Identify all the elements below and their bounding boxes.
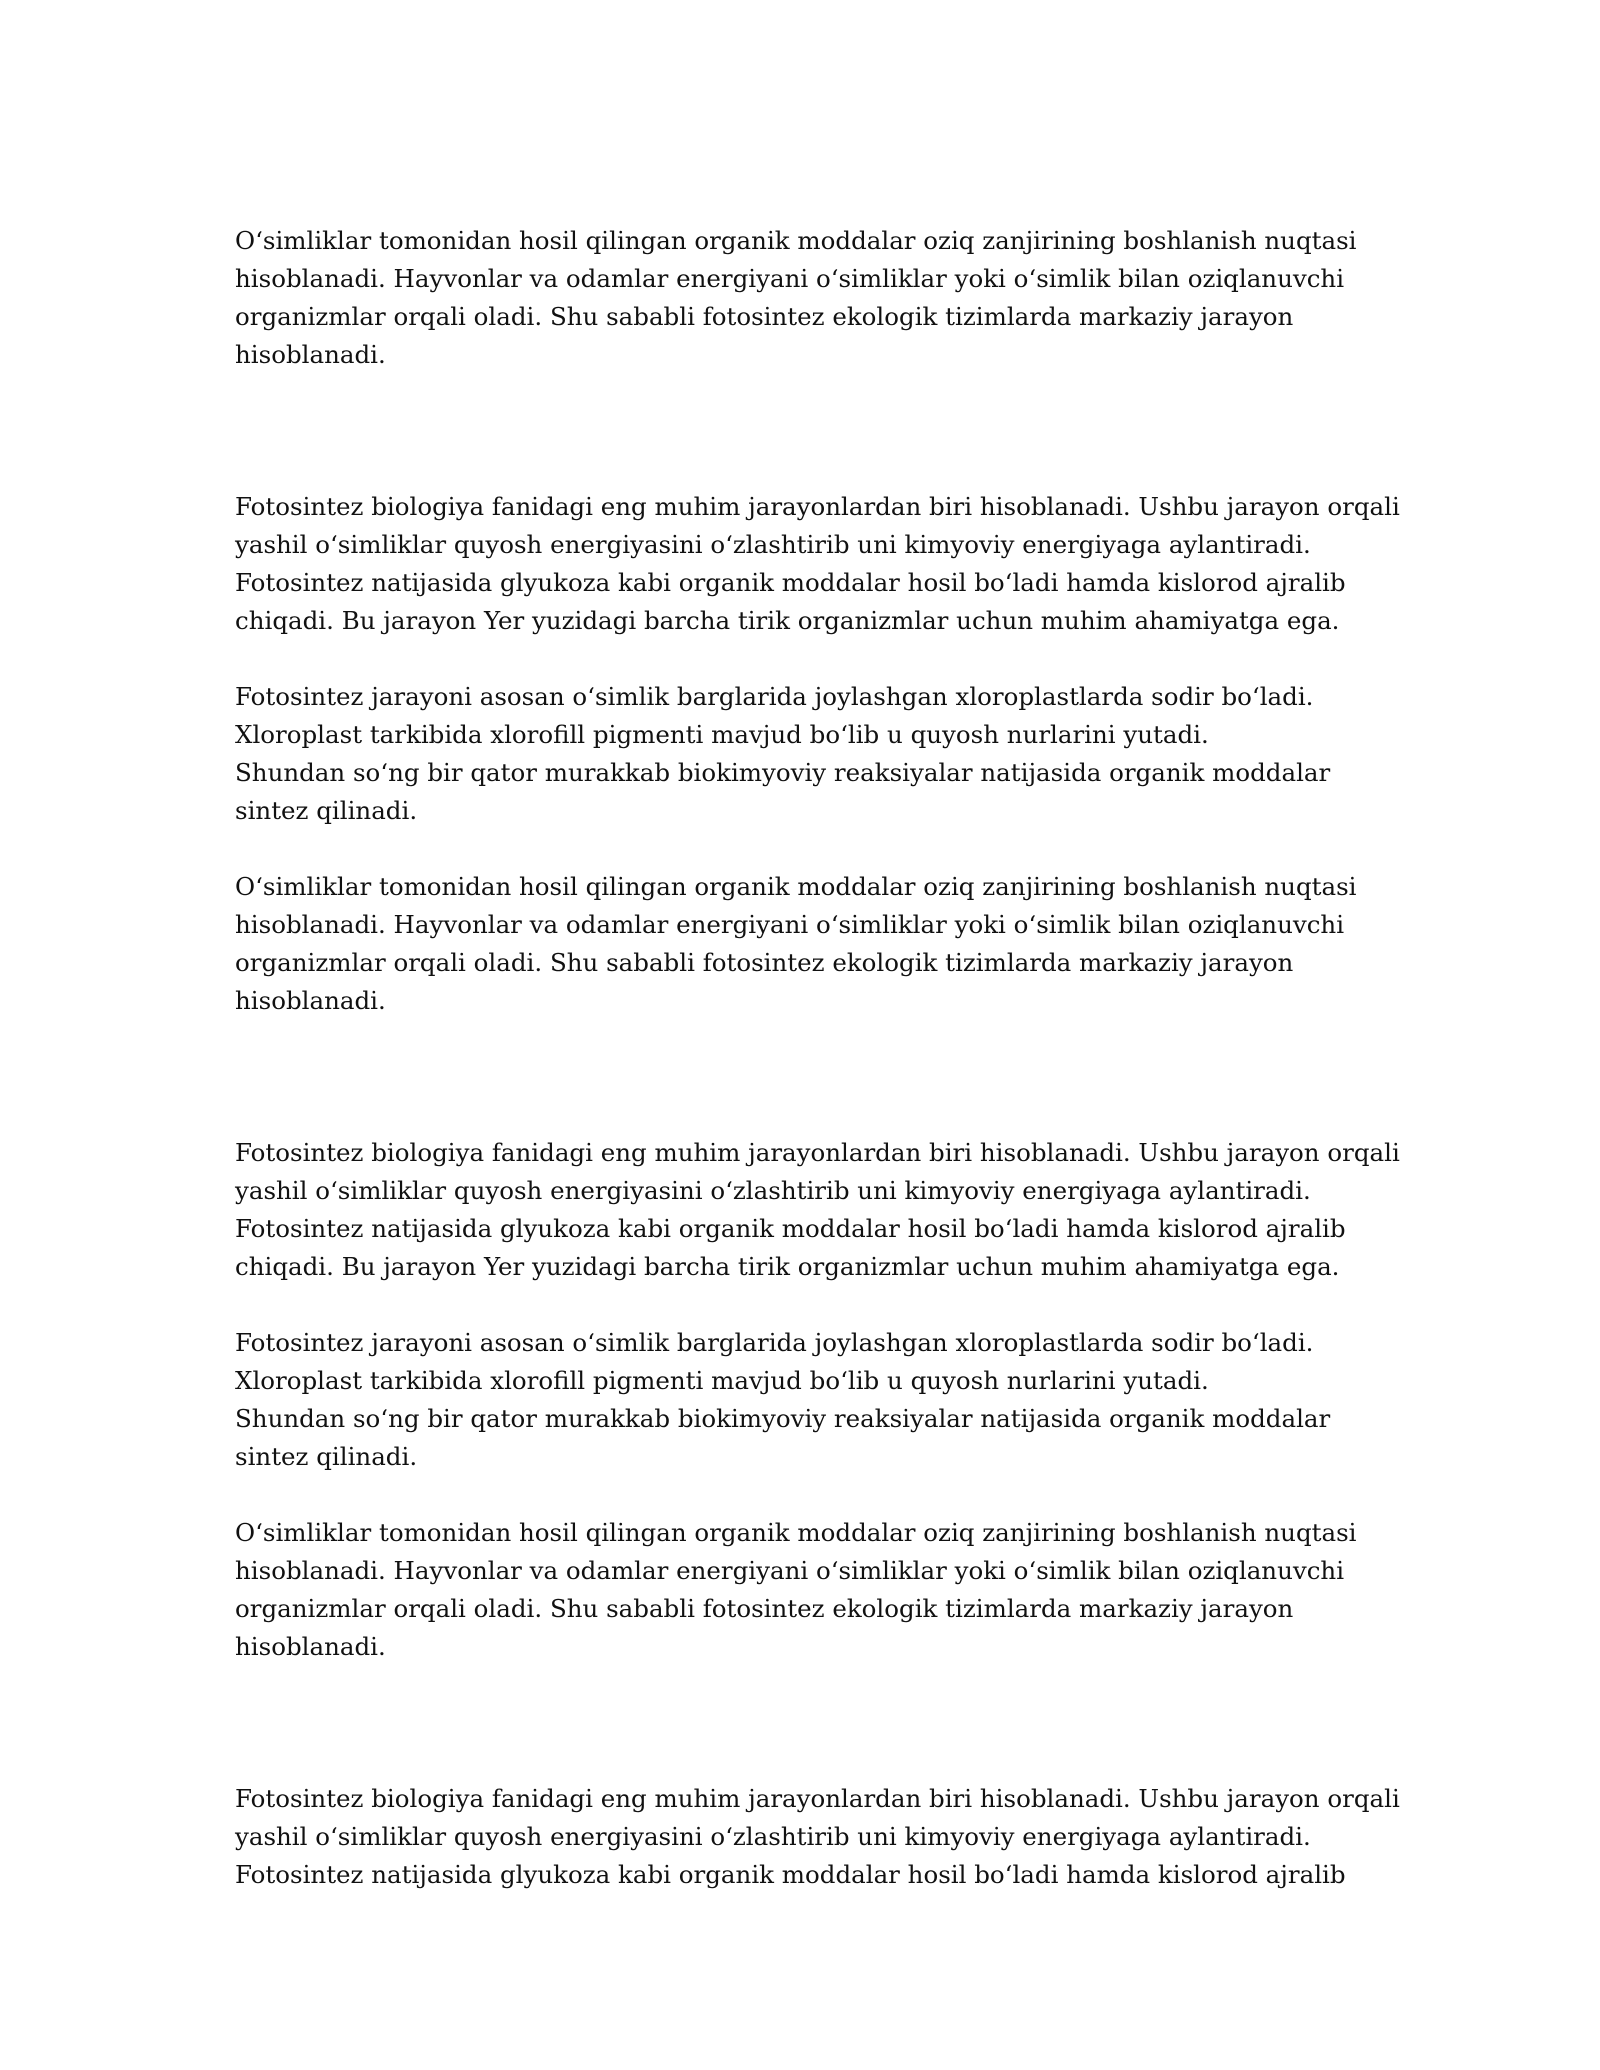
paragraph-line: Fotosintez biologiya fanidagi eng muhim jarayonlardan biri hisoblanadi. Ushbu jarayon orqali <box>235 1138 1400 1167</box>
paragraph-line: Xloroplast tarkibida xlorofill pigmenti mavjud bo‘lib u quyosh nurlarini yutadi. <box>235 720 1209 749</box>
paragraph-line: chiqadi. Bu jarayon Yer yuzidagi barcha tirik organizmlar uchun muhim ahamiyatga ega. <box>235 1252 1340 1281</box>
section-gap <box>235 1020 1385 1134</box>
paragraph-line: Fotosintez natijasida glyukoza kabi organik moddalar hosil bo‘ladi hamda kislorod ajralib <box>235 568 1346 597</box>
paragraph-line: Fotosintez jarayoni asosan o‘simlik barglarida joylashgan xloroplastlarda sodir bo‘ladi. <box>235 1328 1314 1357</box>
paragraph-line: hisoblanadi. Hayvonlar va odamlar energiyani o‘simliklar yoki o‘simlik bilan oziqlanuvchi <box>235 910 1345 939</box>
paragraph-gap <box>235 640 1385 678</box>
paragraph-line: hisoblanadi. <box>235 986 386 1015</box>
paragraph-line: yashil o‘simliklar quyosh energiyasini o‘zlashtirib uni kimyoviy energiyaga aylantiradi. <box>235 1176 1311 1205</box>
paragraph-gap <box>235 1286 1385 1324</box>
paragraph-line: Fotosintez natijasida glyukoza kabi organik moddalar hosil bo‘ladi hamda kislorod ajralib <box>235 1860 1346 1889</box>
paragraph-line: O‘simliklar tomonidan hosil qilingan organik moddalar oziq zanjirining boshlanish nuqtasi <box>235 872 1357 901</box>
paragraph-5 <box>235 1134 1400 1286</box>
paragraph-line: organizmlar orqali oladi. Shu sababli fotosintez ekologik tizimlarda markaziy jarayon <box>235 302 1294 331</box>
paragraph-line: Fotosintez biologiya fanidagi eng muhim jarayonlardan biri hisoblanadi. Ushbu jarayon orqali <box>235 492 1400 521</box>
paragraph-gap <box>235 830 1385 868</box>
paragraph-line: Shundan so‘ng bir qator murakkab biokimyoviy reaksiyalar natijasida organik moddalar <box>235 1404 1331 1433</box>
paragraph-line: O‘simliklar tomonidan hosil qilingan organik moddalar oziq zanjirining boshlanish nuqtasi <box>235 226 1357 255</box>
section-gap <box>235 374 1385 488</box>
paragraph-7 <box>235 1514 1385 1666</box>
paragraph-2 <box>235 488 1400 640</box>
paragraph-line: yashil o‘simliklar quyosh energiyasini o‘zlashtirib uni kimyoviy energiyaga aylantiradi. <box>235 1822 1311 1851</box>
paragraph-line: organizmlar orqali oladi. Shu sababli fotosintez ekologik tizimlarda markaziy jarayon <box>235 1594 1294 1623</box>
paragraph-3 <box>235 678 1385 830</box>
paragraph-gap <box>235 1476 1385 1514</box>
paragraph-6 <box>235 1324 1385 1476</box>
paragraph-line: O‘simliklar tomonidan hosil qilingan organik moddalar oziq zanjirining boshlanish nuqtasi <box>235 1518 1357 1547</box>
section-gap <box>235 1666 1385 1780</box>
paragraph-line: hisoblanadi. Hayvonlar va odamlar energiyani o‘simliklar yoki o‘simlik bilan oziqlanuvchi <box>235 1556 1345 1585</box>
paragraph-line: sintez qilinadi. <box>235 1442 418 1471</box>
paragraph-line: Xloroplast tarkibida xlorofill pigmenti mavjud bo‘lib u quyosh nurlarini yutadi. <box>235 1366 1209 1395</box>
paragraph-line: chiqadi. Bu jarayon Yer yuzidagi barcha tirik organizmlar uchun muhim ahamiyatga ega. <box>235 606 1340 635</box>
paragraph-1 <box>235 222 1385 374</box>
paragraph-line: hisoblanadi. <box>235 340 386 369</box>
paragraph-4 <box>235 868 1385 1020</box>
paragraph-line: organizmlar orqali oladi. Shu sababli fotosintez ekologik tizimlarda markaziy jarayon <box>235 948 1294 977</box>
paragraph-line: hisoblanadi. <box>235 1632 386 1661</box>
document-body <box>235 222 1400 1894</box>
paragraph-line: hisoblanadi. Hayvonlar va odamlar energiyani o‘simliklar yoki o‘simlik bilan oziqlanuvchi <box>235 264 1345 293</box>
paragraph-line: Fotosintez natijasida glyukoza kabi organik moddalar hosil bo‘ladi hamda kislorod ajralib <box>235 1214 1346 1243</box>
paragraph-line: Fotosintez biologiya fanidagi eng muhim jarayonlardan biri hisoblanadi. Ushbu jarayon orqali <box>235 1784 1400 1813</box>
paragraph-line: Fotosintez jarayoni asosan o‘simlik barglarida joylashgan xloroplastlarda sodir bo‘ladi. <box>235 682 1314 711</box>
paragraph-line: yashil o‘simliklar quyosh energiyasini o‘zlashtirib uni kimyoviy energiyaga aylantiradi. <box>235 530 1311 559</box>
paragraph-line: sintez qilinadi. <box>235 796 418 825</box>
paragraph-line: Shundan so‘ng bir qator murakkab biokimyoviy reaksiyalar natijasida organik moddalar <box>235 758 1331 787</box>
paragraph-8 <box>235 1780 1400 1894</box>
